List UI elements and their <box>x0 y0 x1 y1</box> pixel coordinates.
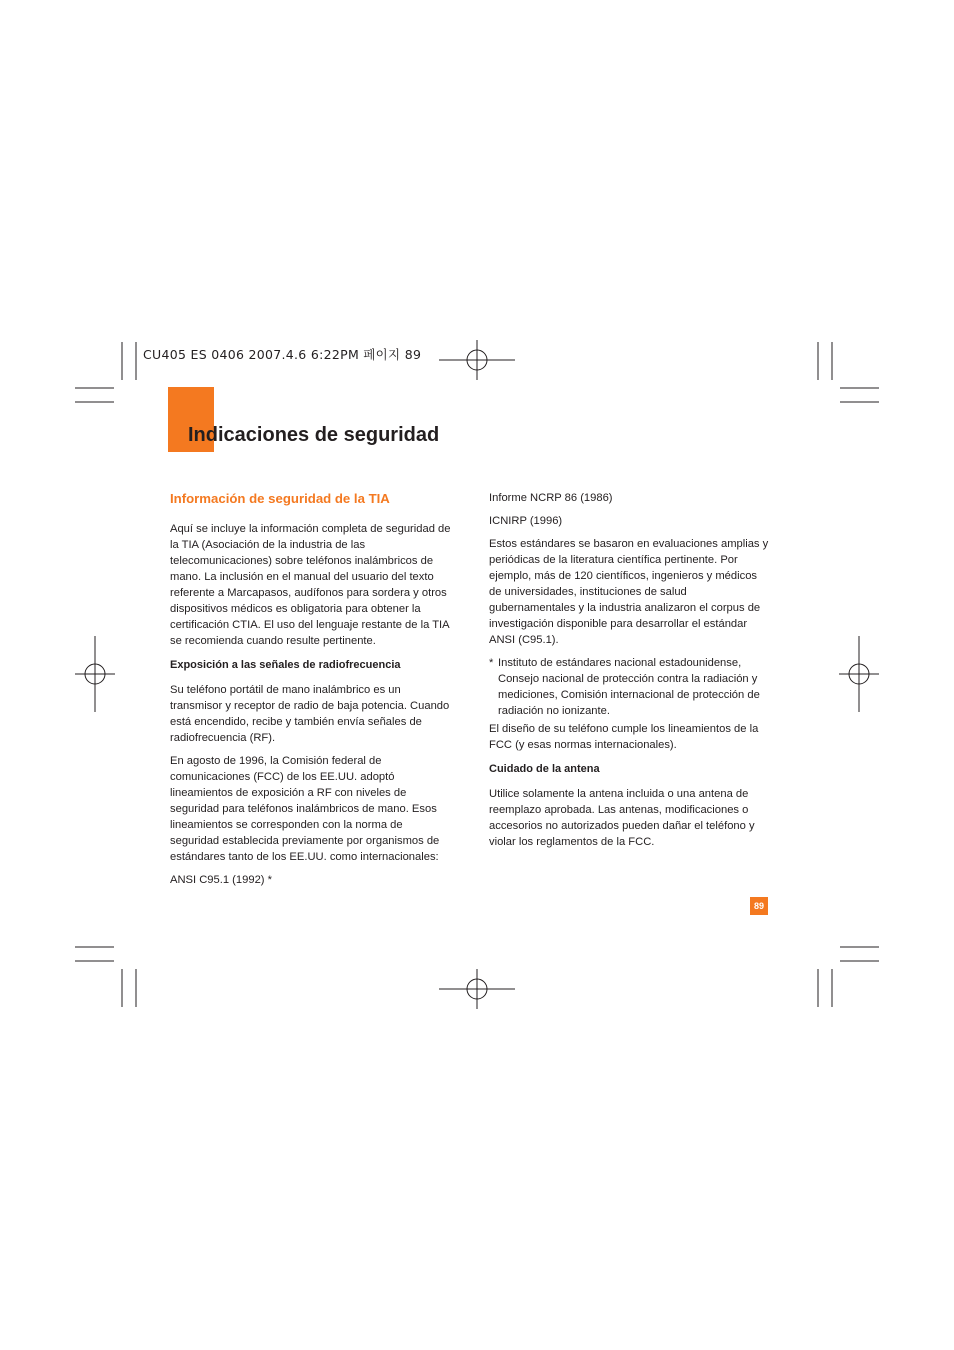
subheading-rf-exposure: Exposición a las señales de radiofrecuencia <box>170 659 401 671</box>
intro-paragraph: Aquí se incluye la información completa de seguridad de la TIA (Asociación de la industria de las telecomunicaciones) sobre teléfonos inalámbricos de mano. La inclusión en el manual del usuario del texto referente a Marcapasos, audífonos para sordera y otros dispositivos médicos es obligatoria para obtener la certificación CTIA. El uso del lenguaje restante de la TIA se recomienda cuando resulte pertinente. <box>170 523 451 647</box>
paragraph: En agosto de 1996, la Comisión federal de comunicaciones (FCC) de los EE.UU. adoptó lineamientos de exposición a RF con niveles de seguridad para teléfonos inalámbricos de mano. Esos lineamientos se corresponden con la norma de seguridad establecida previamente por organismos de estándares tanto de los EE.UU. como internacionales: <box>170 755 440 863</box>
right-column <box>489 490 771 857</box>
footnote-mark: * <box>489 657 494 669</box>
standard-item: ICNIRP (1996) <box>489 515 563 527</box>
registration-mark-bottom <box>439 969 515 1009</box>
page-title: Indicaciones de seguridad <box>188 424 440 446</box>
registration-mark-top <box>439 340 515 380</box>
standard-item: Informe NCRP 86 (1986) <box>489 492 613 504</box>
page-number-badge: 89 <box>750 897 768 915</box>
paragraph: Su teléfono portátil de mano inalámbrico es un transmisor y receptor de radio de baja potencia. Cuando está encendido, recibe y también envía señales de radiofrecuencia (RF). <box>170 684 450 744</box>
paragraph: Utilice solamente la antena incluida o una antena de reemplazo aprobada. Las antenas, modificaciones o accesorios no autorizados pueden dañar el teléfono y violar los reglamentos de la FCC. <box>489 788 755 848</box>
paragraph: Estos estándares se basaron en evaluaciones amplias y periódicas de la literatura científica pertinente. Por ejemplo, más de 120 científicos, ingenieros y médicos de universidades, instituciones de salud gubernamentales y la industria analizaron el corpus de investigación disponible para desarrollar el estándar ANSI (C95.1). <box>489 538 769 646</box>
footnote-text: Instituto de estándares nacional estadounidense, Consejo nacional de protección contra la radiación y mediciones, Comisión internacional de protección de radiación no ionizante. <box>498 657 760 717</box>
footnote <box>489 655 771 719</box>
section-heading: Información de seguridad de la TIA <box>170 491 390 506</box>
standard-item: ANSI C95.1 (1992) * <box>170 874 272 886</box>
registration-mark-left <box>75 636 115 712</box>
print-slug: CU405 ES 0406 2007.4.6 6:22PM 페이지 89 <box>143 347 422 362</box>
subheading-antenna-care: Cuidado de la antena <box>489 763 600 775</box>
left-column <box>170 490 452 895</box>
paragraph: El diseño de su teléfono cumple los lineamientos de la FCC (y esas normas internacionales). <box>489 723 759 751</box>
registration-mark-right <box>839 636 879 712</box>
